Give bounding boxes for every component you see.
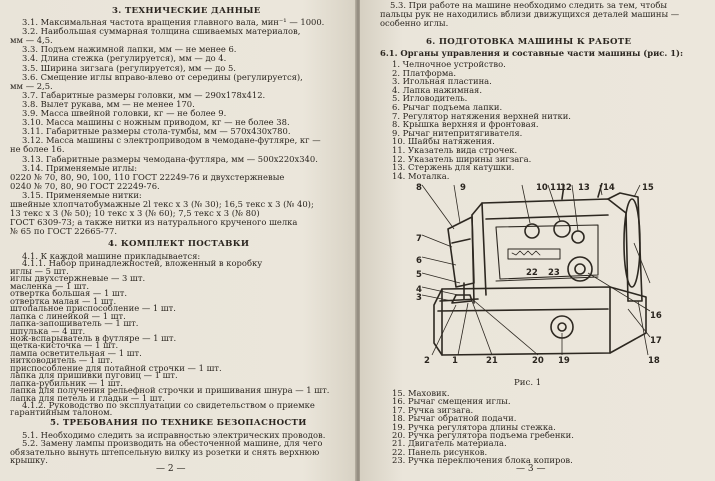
safety-line: 5.1. Необходимо следить за исправностью электрических проводов. — [22, 430, 326, 440]
kit-line: лапка для получения рельефной строчки и пришивания шнура — 1 шт. — [10, 385, 330, 396]
parts-list-item: 16. Рычаг смещения иглы. — [392, 396, 511, 407]
figure-number-label: 1 — [452, 356, 458, 366]
kit-line: лапка для петель и гладьи — 1 шт. — [10, 392, 165, 403]
right-page — [360, 0, 715, 481]
spec-line: 3.5. Ширина зигзага (регулируется), мм — до 5. — [22, 62, 236, 73]
parts-list-item: 10. Шайбы натяжения. — [392, 136, 495, 147]
kit-line: лампа осветительная — 1 шт. — [10, 347, 142, 358]
kit-line: отвертка малая — 1 шт. — [10, 295, 117, 306]
parts-list-item: 1. Челночное устройство. — [392, 59, 506, 69]
kit-line: масленка — 1 шт. — [10, 280, 90, 291]
figure-number-label: 23 — [548, 268, 560, 278]
kit-line: штопальное приспособление — 1 шт. — [10, 303, 176, 314]
figure-number-label: 11 — [550, 183, 562, 193]
kit-line: лапка-запошиватель — 1 шт. — [10, 318, 139, 329]
section-4-title: 4. КОМПЛЕКТ ПОСТАВКИ — [108, 239, 250, 249]
parts-list-item: 6. Рычаг подъема лапки. — [392, 102, 503, 112]
kit-line: 4.1.1. Набор принадлежностей, вложенный в коробку — [22, 258, 263, 269]
spec-line: 3.14. Применяемые иглы: — [22, 162, 138, 173]
kit-line: нитководитель — 1 шт. — [10, 355, 113, 366]
figure-number-label: 10 — [536, 183, 548, 193]
spec-line: 3.7. Габаритные размеры головки, мм — 290х178х412. — [22, 89, 266, 100]
figure-number-label: 16 — [650, 311, 662, 321]
parts-list-item: 23. Ручка переключения блока копиров. — [392, 455, 573, 466]
spec-line: мм — 2,5. — [10, 80, 53, 91]
parts-list-item: 4. Лапка нажимная. — [392, 84, 483, 95]
kit-line: приспособление для потайной строчки — 1 шт. — [10, 362, 222, 373]
section-6-subtitle: 6.1. Органы управления и составные части машины (рис. 1): — [380, 48, 684, 58]
parts-list-item: 2. Платформа. — [392, 67, 457, 78]
parts-list-item: 13. Стержень для катушки. — [392, 162, 515, 173]
page-number-left: — 2 — — [156, 464, 186, 474]
safety-line: 5.2. Замену лампы производить на обесточенной машине, для чего — [22, 438, 323, 449]
spec-line: 3.6. Смещение иглы вправо-влево от середины (регулируется), — [22, 71, 303, 82]
kit-line: 4.1. К каждой машине прикладывается: — [22, 251, 201, 261]
kit-line: иглы двухстержневые — 3 шт. — [10, 273, 146, 284]
figure-number-label: 9 — [460, 183, 466, 193]
figure-number-label: 12 — [560, 183, 572, 193]
safety-note-line: особенно иглы. — [380, 18, 449, 29]
figure-number-label: 18 — [648, 356, 660, 366]
spec-line: 3.4. Длина стежка (регулируется), мм — до 4. — [22, 53, 227, 64]
spec-line: 3.11. Габаритные размеры стола-тумбы, мм — 570х430х780. — [22, 126, 291, 137]
kit-line: 4.1.2. Руководство по эксплуатации со свидетельством о приемке — [22, 400, 315, 410]
figure-number-label: 5 — [416, 270, 422, 280]
kit-line: шпулька — 4 шт. — [10, 325, 86, 336]
parts-list-item: 19. Ручка регулятора длины стежка. — [392, 421, 556, 432]
spec-line: мм — 4,5. — [10, 35, 53, 46]
kit-line: лапка с линейкой — 1 шт. — [10, 310, 126, 321]
kit-line: лапка-рубильник — 1 шт. — [10, 377, 123, 388]
figure-number-label: 20 — [532, 356, 544, 366]
spec-line: 3.2. Наибольшая суммарная толщина сшиваемых материалов, — [22, 26, 301, 37]
parts-list-item: 12. Указатель ширины зигзага. — [392, 153, 532, 164]
figure-number-label: 21 — [486, 356, 498, 366]
parts-list-item: 17. Ручка зигзага. — [392, 404, 474, 415]
spec-line: 0240 № 70, 80, 90 ГОСТ 22249-76. — [10, 180, 160, 191]
left-page — [0, 0, 356, 481]
parts-list-item: 7. Регулятор натяжения верхней нитки. — [392, 110, 571, 121]
figure-number-label: 17 — [650, 336, 662, 346]
safety-note-line: пальцы рук не находились вблизи движущихся деталей машины — — [380, 9, 680, 20]
spec-line: 3.10. Масса машины с ножным приводом, кг — не более 38. — [22, 117, 290, 128]
parts-list-item: 9. Рычаг нитепритягивателя. — [392, 127, 523, 138]
spec-line: швейные хлопчатобумажные 2l текс х 3 (№ 30); 16,5 текс х 3 (№ 40); — [10, 199, 314, 209]
parts-list-item: 14. Моталка. — [392, 170, 450, 181]
parts-list-item: 18. Рычаг обратной подачи. — [392, 413, 517, 424]
spec-line: 3.9. Масса швейной головки, кг — не более 9. — [22, 108, 227, 118]
safety-note-line: 5.3. При работе на машине необходимо следить за тем, чтобы — [390, 0, 668, 10]
spec-line: 3.8. Вылет рукава, мм — не менее 170. — [22, 98, 195, 109]
figure-number-label: 3 — [416, 293, 422, 303]
page-number-right: — 3 — — [516, 464, 546, 474]
spec-line: 3.12. Масса машины с электроприводом в чемодане-футляре, кг — — [22, 135, 321, 146]
section-6-title: 6. ПОДГОТОВКА МАШИНЫ К РАБОТЕ — [426, 37, 632, 47]
spec-line: не более 16. — [10, 144, 65, 155]
spec-line: № 65 по ГОСТ 22665-77. — [10, 226, 118, 237]
figure-number-label: 7 — [416, 234, 422, 244]
parts-list-item: 8. Крышка верхняя и фронтовая. — [392, 119, 539, 130]
figure-number-label: 15 — [642, 183, 654, 193]
spec-line: 3.3. Подъем нажимной лапки, мм — не менее 6. — [22, 44, 237, 55]
spec-line: 0220 № 70, 80, 90, 100, 110 ГОСТ 22249-76 и двухстержневые — [10, 171, 285, 182]
parts-list-item: 15. Маховик. — [392, 388, 450, 398]
figure-number-label: 6 — [416, 256, 422, 266]
spec-line: 3.15. Применяемые нитки: — [22, 189, 142, 200]
safety-line: крышку. — [10, 454, 48, 465]
parts-list-item: 11. Указатель вида строчек. — [392, 145, 518, 155]
figure-number-label: 22 — [526, 268, 538, 278]
parts-list-item: 20. Ручка регулятора подъема гребенки. — [392, 430, 574, 440]
spec-line: 13 текс х 3 (№ 50); 10 текс х 3 (№ 60); 7,5 текс х 3 (№ 80) — [10, 208, 260, 219]
parts-list-item: 22. Панель рисунков. — [392, 446, 488, 457]
section-5-title: 5. ТРЕБОВАНИЯ ПО ТЕХНИКЕ БЕЗОПАСНОСТИ — [50, 418, 307, 428]
kit-line: щетка-кисточка — 1 шт. — [10, 340, 119, 351]
kit-line: нож-вспарыватель в футляре — 1 шт. — [10, 332, 177, 343]
kit-line: гарантийным талоном. — [10, 407, 113, 418]
figure-number-label: 4 — [416, 285, 422, 295]
figure-caption: Рис. 1 — [514, 378, 542, 388]
spec-line: 3.13. Габаритные размеры чемодана-футляра, мм — 500х220х340. — [22, 153, 318, 164]
safety-line: обязательно вынуть штепсельную вилку из розетки и снять верхнюю — [10, 446, 320, 457]
parts-list-item: 5. Игловодитель. — [392, 93, 468, 104]
figure-number-label: 14 — [603, 183, 615, 193]
parts-list-item: 21. Двигатель материала. — [392, 438, 507, 449]
kit-line: отвертка большая — 1 шт. — [10, 288, 128, 299]
figure-number-label: 8 — [416, 183, 422, 193]
spec-line: 3.1. Максимальная частота вращения главного вала, мин⁻¹ — 1000. — [22, 17, 325, 27]
section-3-title: 3. ТЕХНИЧЕСКИЕ ДАННЫЕ — [112, 6, 261, 16]
parts-list-item: 3. Игольная пластина. — [392, 76, 492, 87]
kit-line: иглы — 5 шт. — [10, 265, 69, 276]
spec-line: ГОСТ 6309-73; а также нитки из натурального крученого шелка — [10, 217, 298, 228]
figure-number-label: 13 — [578, 183, 590, 193]
figure-number-label: 2 — [424, 356, 430, 366]
kit-line: лапка для пришивки пуговиц — 1 шт. — [10, 370, 178, 381]
figure-number-label: 19 — [558, 356, 570, 366]
